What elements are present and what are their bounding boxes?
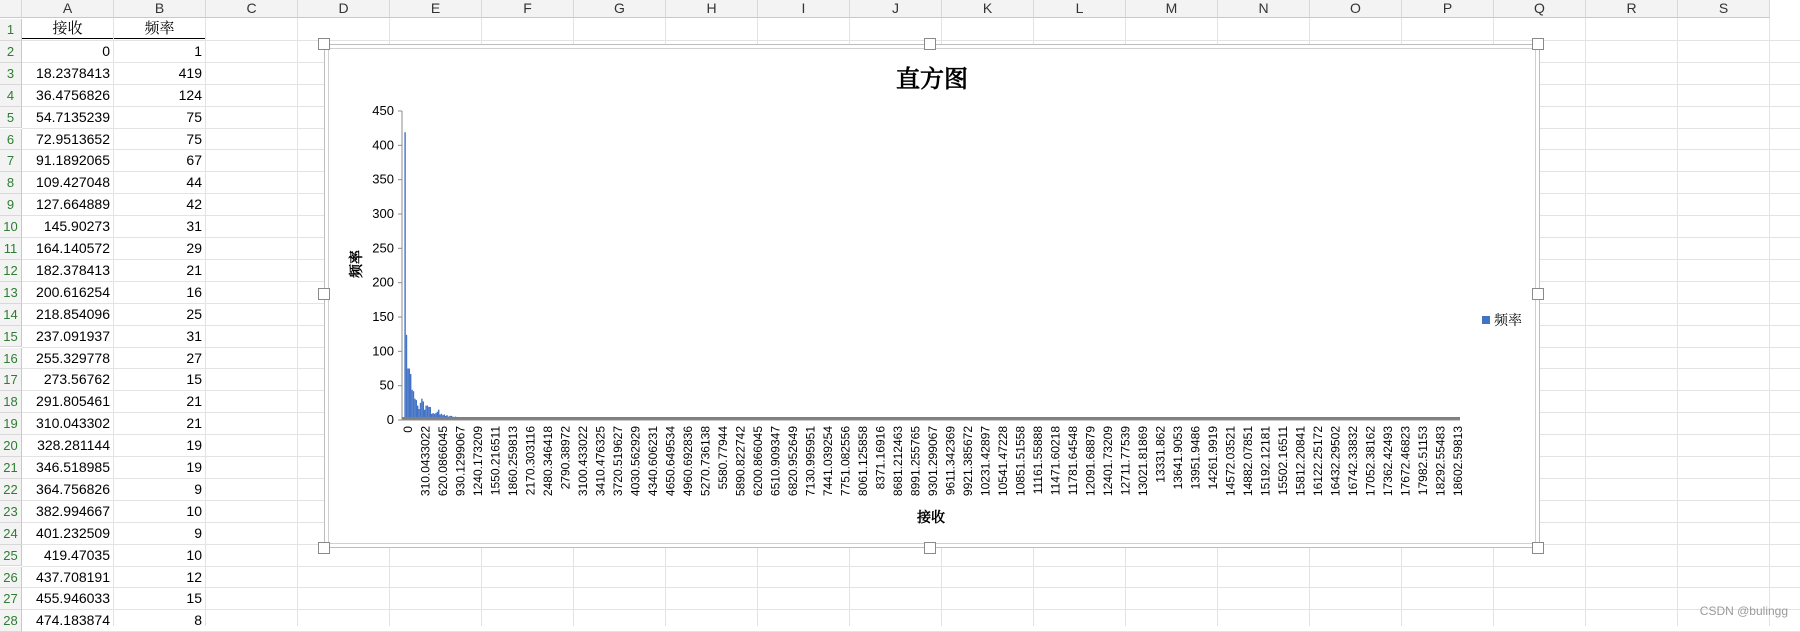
resize-handle[interactable] [924,38,936,50]
x-tick-label: 310.0433022 [418,426,433,497]
column-header-o[interactable]: O [1310,0,1402,18]
row-header-18[interactable]: 18 [0,391,22,413]
x-tick-label: 6510.909347 [768,426,783,497]
column-header-j[interactable]: J [850,0,942,18]
row-header-12[interactable]: 12 [0,260,22,282]
x-tick-label: 7130.995951 [803,426,818,497]
column-header-b[interactable]: B [114,0,206,18]
column-header-i[interactable]: I [758,0,850,18]
column-header-q[interactable]: Q [1494,0,1586,18]
x-tick-label: 10541.47228 [996,426,1010,497]
x-tick-label: 12401.73209 [1101,426,1115,497]
y-axis-title: 频率 [348,250,364,278]
cell-frequency[interactable]: 9 [194,524,202,541]
cell-frequency[interactable]: 25 [186,305,202,322]
resize-handle[interactable] [1532,288,1544,300]
cell-frequency[interactable]: 21 [186,261,202,278]
cell-receive[interactable]: 273.56762 [43,371,110,388]
y-tick-label: 250 [372,240,394,256]
x-tick-label: 1240.173209 [471,426,485,497]
cell-frequency[interactable]: 12 [186,568,202,585]
cell-receive[interactable]: 291.805461 [36,393,110,410]
column-header-f[interactable]: F [482,0,574,18]
cell-frequency[interactable]: 21 [186,415,202,432]
row-header-17[interactable]: 17 [0,369,22,391]
x-tick-label: 18602.59813 [1451,426,1465,497]
x-tick-label: 0 [401,426,415,433]
cell-receive[interactable]: 54.7135239 [36,108,110,125]
row-header-28[interactable]: 28 [0,610,22,632]
chart-selection-frame [328,48,1536,544]
resize-handle[interactable] [1532,38,1544,50]
select-all-corner[interactable] [0,0,22,18]
cell-receive[interactable]: 72.9513652 [36,130,110,147]
cell-receive[interactable]: 218.854096 [36,305,110,322]
row-header-6[interactable]: 6 [0,129,22,151]
cell-receive[interactable]: 36.4756826 [36,86,110,103]
column-header-c[interactable]: C [206,0,298,18]
gridline-v [1677,18,1678,626]
row-header-11[interactable]: 11 [0,238,22,260]
resize-handle[interactable] [318,542,330,554]
column-header-r[interactable]: R [1586,0,1678,18]
x-tick-label: 8371.16916 [873,426,888,490]
x-tick-label: 9301.299067 [926,426,940,497]
resize-handle[interactable] [1532,542,1544,554]
x-tick-label: 930.1299067 [453,426,468,497]
cell-frequency[interactable]: 31 [186,218,202,235]
x-tick-label: 5580.77944 [716,426,730,490]
y-tick-label: 300 [372,206,394,221]
resize-handle[interactable] [318,38,330,50]
cell-frequency[interactable]: 9 [194,480,202,497]
column-header-s[interactable]: S [1678,0,1770,18]
x-tick-label: 9921.385672 [961,426,975,497]
y-tick-label: 100 [372,343,394,359]
cell-receive[interactable]: 346.518985 [36,459,110,475]
row-header-24[interactable]: 24 [0,523,22,545]
row-header-8[interactable]: 8 [0,172,22,194]
x-tick-label: 15502.16511 [1276,426,1290,496]
x-tick-label: 10851.51558 [1013,426,1028,497]
cell-receive[interactable]: 182.378413 [36,261,110,278]
x-tick-label: 4030.562929 [628,426,643,497]
cell-receive[interactable]: 455.946033 [36,590,110,607]
cell-receive[interactable]: 127.664889 [36,196,110,213]
cell-receive[interactable]: 474.183874 [36,612,110,629]
row-header-27[interactable]: 27 [0,588,22,610]
row-header-23[interactable]: 23 [0,501,22,523]
y-tick-label: 400 [372,137,394,153]
cell-receive[interactable]: 328.281144 [37,437,110,454]
x-tick-label: 4340.606231 [646,426,660,497]
x-tick-label: 17672.46823 [1398,426,1413,497]
cell-receive[interactable]: 419.47035 [43,546,110,563]
x-tick-label: 17982.51153 [1416,426,1430,496]
x-tick-label: 16122.25172 [1311,426,1325,497]
row-header-9[interactable]: 9 [0,194,22,216]
x-tick-label: 1550.216511 [488,426,503,496]
cell-receive[interactable]: 401.232509 [36,524,110,541]
cell-receive[interactable]: 145.90273 [43,218,110,235]
column-header-n[interactable]: N [1218,0,1310,18]
x-tick-label: 13641.9053 [1171,426,1185,490]
x-tick-label: 11471.60218 [1048,426,1063,496]
row-header-22[interactable]: 22 [0,479,22,501]
cell-frequency[interactable]: 67 [186,152,202,169]
x-tick-label: 14261.9919 [1206,426,1220,490]
cell-receive[interactable]: 0 [102,42,110,59]
column-header-p[interactable]: P [1402,0,1494,18]
x-tick-label: 2170.303116 [523,426,538,496]
gridline-h [22,587,1800,588]
row-header-3[interactable]: 3 [0,63,22,85]
cell-frequency[interactable]: 42 [186,196,202,213]
row-header-26[interactable]: 26 [0,567,22,589]
cell-receive[interactable]: 364.756826 [36,480,110,497]
cell-receive[interactable]: 382.994667 [36,502,110,519]
x-tick-label: 13021.81869 [1136,426,1150,497]
x-tick-label: 8061.125858 [856,426,870,497]
x-tick-label: 6820.952649 [786,426,800,497]
row-header-15[interactable]: 15 [0,326,22,348]
x-tick-label: 15192.12181 [1258,426,1273,497]
x-tick-label: 15812.20841 [1293,426,1308,497]
x-tick-label: 13951.9486 [1188,426,1203,490]
resize-handle[interactable] [318,288,330,300]
cell-frequency[interactable]: 75 [186,130,202,147]
cell-receive[interactable]: 109.427048 [36,174,110,191]
row-header-16[interactable]: 16 [0,348,22,370]
column-header-a[interactable]: A [22,0,114,18]
gridline-v [205,18,206,626]
header-cell-b[interactable]: 频率 [114,19,205,39]
legend-label: 频率 [1494,312,1522,328]
watermark: CSDN @bulingg [1699,604,1788,618]
x-tick-label: 12711.77539 [1118,426,1133,496]
cell-frequency[interactable]: 8 [194,612,202,629]
x-tick-label: 6200.866045 [751,426,765,497]
cell-receive[interactable]: 255.329778 [36,349,110,366]
row-header-10[interactable]: 10 [0,216,22,238]
cell-receive[interactable]: 18.2378413 [36,64,110,81]
row-header-14[interactable]: 14 [0,304,22,326]
x-tick-label: 7751.082556 [838,426,853,497]
row-header-19[interactable]: 19 [0,413,22,435]
column-header-d[interactable]: D [298,0,390,18]
gridline-v [1585,18,1586,626]
x-tick-label: 7441.039254 [821,426,835,497]
x-tick-label: 16742.33832 [1346,426,1360,497]
cell-frequency[interactable]: 29 [186,240,202,256]
x-tick-label: 4650.649534 [663,426,678,497]
cell-frequency[interactable]: 75 [186,108,202,125]
column-header-h[interactable]: H [666,0,758,18]
y-tick-label: 0 [386,412,394,427]
x-tick-label: 17362.42493 [1381,426,1395,497]
y-tick-label: 350 [372,171,394,187]
column-header-g[interactable]: G [574,0,666,18]
header-cell-a[interactable]: 接收 [22,19,113,39]
cell-frequency[interactable]: 419 [178,64,202,81]
cell-frequency[interactable]: 16 [186,283,202,300]
row-header-5[interactable]: 5 [0,107,22,129]
x-tick-label: 2790.38972 [558,426,573,490]
cell-frequency[interactable]: 19 [186,437,202,454]
x-tick-label: 12091.68879 [1083,426,1098,497]
x-tick-label: 3410.476325 [593,426,608,497]
cell-receive[interactable]: 164.140572 [36,240,110,256]
x-tick-label: 8991.255765 [908,426,923,497]
row-header-25[interactable]: 25 [0,545,22,567]
row-header-1[interactable]: 1 [0,19,22,41]
x-tick-label: 1860.259813 [506,426,520,497]
column-header-e[interactable]: E [390,0,482,18]
cell-frequency[interactable]: 19 [186,459,202,475]
x-tick-label: 18292.55483 [1433,426,1448,497]
x-tick-label: 620.0866045 [436,426,450,497]
gridline-v [297,18,298,626]
cell-receive[interactable]: 310.043302 [36,415,110,432]
x-tick-label: 5890.822742 [733,426,748,497]
column-header-l[interactable]: L [1034,0,1126,18]
column-header-k[interactable]: K [942,0,1034,18]
x-tick-label: 3720.519627 [611,426,625,497]
cell-frequency[interactable]: 124 [178,86,202,103]
row-header-4[interactable]: 4 [0,85,22,107]
row-header-7[interactable]: 7 [0,150,22,172]
x-tick-label: 5270.736138 [698,426,713,497]
y-tick-label: 200 [372,274,394,290]
gridline-v [1769,18,1770,626]
cell-frequency[interactable]: 21 [186,393,202,410]
row-header-13[interactable]: 13 [0,282,22,304]
chart-title: 直方图 [896,66,968,93]
row-header-20[interactable]: 20 [0,435,22,457]
cell-frequency[interactable]: 10 [186,502,202,519]
x-tick-label: 9611.342369 [943,426,958,496]
x-tick-label: 4960.692836 [681,426,695,497]
row-header-2[interactable]: 2 [0,41,22,63]
cell-frequency[interactable]: 10 [186,546,202,563]
x-tick-label: 17052.38162 [1363,426,1378,497]
cell-frequency[interactable]: 31 [186,327,202,344]
cell-receive[interactable]: 437.708191 [36,568,110,585]
row-header-21[interactable]: 21 [0,457,22,479]
x-tick-label: 16432.29502 [1328,426,1343,497]
y-tick-label: 50 [379,377,394,393]
gridline-h [22,609,1800,610]
cell-frequency[interactable]: 1 [194,42,202,59]
column-header-m[interactable]: M [1126,0,1218,18]
x-tick-label: 13331.862 [1153,426,1168,483]
x-tick-label: 14572.03521 [1223,426,1238,497]
x-axis-title: 接收 [917,509,945,525]
gridline-h [22,566,1800,567]
cell-frequency[interactable]: 27 [186,349,202,366]
chart-legend [1482,310,1522,330]
x-tick-label: 11161.55888 [1031,426,1045,495]
cell-receive[interactable]: 200.616254 [36,283,110,300]
cell-receive[interactable]: 237.091937 [36,327,110,344]
cell-frequency[interactable]: 15 [186,590,202,607]
cell-frequency[interactable]: 15 [186,371,202,388]
x-tick-label: 10231.42897 [978,426,993,497]
legend-swatch [1482,316,1490,324]
cell-frequency[interactable]: 44 [186,174,202,191]
x-tick-label: 3100.433022 [576,426,590,497]
y-tick-label: 150 [372,309,394,324]
resize-handle[interactable] [924,542,936,554]
x-tick-label: 8681.212463 [891,426,905,497]
y-tick-label: 450 [372,103,394,118]
x-tick-label: 11781.64548 [1066,426,1080,496]
x-tick-label: 2480.346418 [541,426,555,497]
x-tick-label: 14882.07851 [1241,426,1255,497]
cell-receive[interactable]: 91.1892065 [36,152,110,169]
